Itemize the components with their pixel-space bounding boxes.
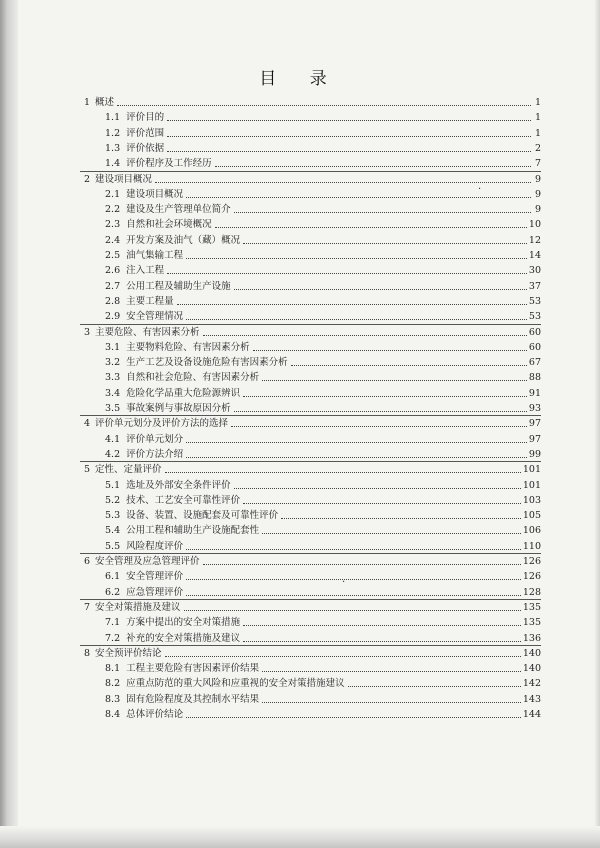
toc-entry-page-number: 99	[528, 448, 541, 460]
toc-entry-page-number: 144	[522, 709, 541, 720]
toc-entry-number: 3	[84, 326, 91, 338]
toc-chapter-entry[interactable]	[84, 644, 541, 660]
toc-entry-page-number: 106	[522, 525, 541, 537]
toc-entry-number: 4	[84, 418, 91, 430]
scan-speck: ·	[342, 577, 346, 588]
toc-entry-number: 4.2	[105, 448, 121, 460]
dot-leader	[186, 456, 527, 458]
dot-leader	[167, 150, 531, 152]
toc-entry-page-number: 67	[528, 357, 541, 369]
toc-entry-number: 2.2	[105, 204, 121, 216]
toc-entry-page-number: 135	[522, 601, 541, 613]
toc-entry-title: 安全管理评价	[126, 571, 184, 583]
dot-leader	[215, 165, 531, 167]
toc-entry-title: 建设项目概况	[126, 188, 184, 200]
toc-entry-title: 评价单元划分	[126, 433, 184, 445]
toc-entry-title: 评价方法介绍	[126, 448, 184, 460]
toc-entry-page-number: 9	[534, 204, 541, 216]
dot-leader	[253, 349, 527, 351]
toc-entry-title: 油气集输工程	[126, 250, 184, 261]
toc-entry-number: 2.4	[105, 234, 121, 246]
toc-entry-number: 1.3	[105, 142, 121, 154]
toc-section-entry[interactable]	[105, 246, 541, 262]
toc-entry-number: 5.1	[105, 479, 121, 491]
toc-entry-number: 2.1	[105, 188, 121, 200]
toc-entry-number: 7.2	[105, 632, 121, 644]
toc-entry-number: 1.1	[105, 112, 121, 124]
toc-entry-title: 概述	[95, 97, 115, 108]
toc-section-entry[interactable]	[105, 277, 541, 293]
toc-entry-number: 8	[84, 647, 91, 659]
toc-entry-title: 事故案例与事故原因分析	[126, 403, 231, 414]
dot-leader	[186, 441, 527, 443]
toc-entry-page-number: 93	[528, 403, 541, 414]
toc-section-entry[interactable]	[105, 476, 541, 492]
toc-entry-number: 5.4	[105, 525, 121, 537]
dot-leader	[243, 624, 521, 626]
toc-entry-title: 方案中提出的安全对策措施	[126, 617, 241, 629]
scan-shadow-right	[594, 0, 600, 848]
toc-entry-title: 固有危险程度及其控制水平结果	[126, 693, 260, 705]
toc-entry-number: 3.5	[105, 403, 121, 414]
toc-section-entry[interactable]	[105, 200, 541, 216]
toc-entry-page-number: 1	[534, 112, 541, 124]
toc-entry-page-number: 136	[522, 632, 541, 644]
toc-section-entry[interactable]	[105, 690, 541, 706]
dot-leader	[234, 211, 531, 213]
toc-chapter-entry[interactable]	[84, 170, 541, 186]
toc-entry-title: 危险化学品重大危险源辨识	[126, 387, 241, 399]
toc-entry-page-number: 140	[522, 647, 541, 659]
dot-leader	[243, 502, 521, 504]
dot-leader	[186, 578, 521, 580]
toc-entry-number: 3.1	[105, 341, 121, 353]
toc-entry-number: 8.4	[105, 709, 121, 720]
dot-leader	[291, 364, 527, 366]
toc-entry-number: 3.3	[105, 372, 121, 384]
toc-entry-title: 开发方案及油气（藏）概况	[126, 234, 241, 246]
toc-entry-number: 3.4	[105, 387, 121, 399]
toc-chapter-entry[interactable]	[84, 552, 541, 568]
toc-entry-page-number: 126	[522, 571, 541, 583]
toc-entry-page-number: 97	[528, 433, 541, 445]
toc-entry-page-number: 37	[528, 280, 541, 292]
dot-leader	[186, 548, 521, 550]
dot-leader	[165, 471, 521, 473]
toc-entry-title: 设备、装置、设施配套及可靠性评价	[126, 510, 279, 522]
toc-section-entry[interactable]	[105, 231, 541, 247]
toc-entry-number: 2.3	[105, 219, 121, 231]
toc-section-entry[interactable]	[105, 537, 541, 553]
toc-entry-title: 公用工程和辅助生产设施配套性	[126, 525, 260, 537]
page-title: 目 录	[259, 69, 341, 89]
toc-section-entry[interactable]	[105, 583, 541, 599]
toc-entry-number: 6.1	[105, 571, 121, 583]
scan-speck: ·	[478, 184, 482, 195]
toc-entry-title: 应重点防范的重大风险和应重视的安全对策措施建议	[126, 678, 345, 690]
toc-entry-page-number: 142	[522, 678, 541, 690]
toc-entry-page-number: 140	[522, 663, 541, 675]
toc-entry-title: 选址及外部安全条件评价	[126, 479, 231, 491]
toc-entry-title: 补充的安全对策措施及建议	[126, 632, 241, 644]
toc-entry-page-number: 88	[528, 372, 541, 384]
toc-section-entry[interactable]	[105, 353, 541, 369]
toc-section-entry[interactable]	[105, 124, 541, 140]
dot-leader	[262, 379, 527, 381]
toc-entry-page-number: 135	[522, 617, 541, 629]
toc-entry-number: 5	[84, 464, 91, 476]
toc-entry-number: 8.1	[105, 663, 121, 675]
dot-leader	[243, 242, 527, 244]
toc-entry-page-number: 53	[528, 295, 541, 307]
toc-entry-page-number: 105	[522, 510, 541, 522]
dot-leader	[243, 640, 521, 642]
toc-entry-title: 建设项目概况	[95, 173, 153, 185]
toc-entry-title: 风险程度评价	[126, 540, 184, 552]
toc-entry-page-number: 110	[522, 540, 541, 552]
toc-entry-title: 定性、定量评价	[95, 464, 162, 476]
toc-section-entry[interactable]	[105, 139, 541, 155]
toc-entry-page-number: 14	[528, 250, 541, 261]
toc-entry-number: 8.3	[105, 693, 121, 705]
toc-entry-page-number: 128	[522, 586, 541, 598]
toc-entry-page-number: 10	[528, 219, 541, 231]
toc-entry-title: 公用工程及辅助生产设施	[126, 280, 231, 292]
toc-section-entry[interactable]	[105, 521, 541, 537]
dot-leader	[184, 609, 521, 611]
toc-entry-title: 评价范围	[126, 127, 165, 139]
toc-section-entry[interactable]	[105, 659, 541, 675]
toc-entry-title: 总体评价结论	[126, 709, 184, 720]
dot-leader	[186, 716, 521, 718]
toc-entry-title: 主要工程量	[126, 295, 174, 307]
toc-section-entry[interactable]	[105, 108, 541, 124]
toc-section-entry[interactable]	[105, 445, 541, 461]
toc-entry-title: 生产工艺及设备设施危险有害因素分析	[126, 357, 288, 369]
scan-shadow-bottom	[0, 826, 600, 848]
dot-leader	[203, 563, 521, 565]
toc-chapter-entry[interactable]	[84, 93, 541, 109]
toc-entry-page-number: 2	[534, 142, 541, 154]
toc-entry-number: 6.2	[105, 586, 121, 598]
toc-entry-number: 2.7	[105, 280, 121, 292]
toc-section-entry[interactable]	[105, 154, 541, 170]
toc-entry-number: 5.3	[105, 510, 121, 522]
dot-leader	[186, 594, 521, 596]
dot-leader	[262, 670, 521, 672]
toc-chapter-entry[interactable]	[84, 460, 541, 476]
toc-section-entry[interactable]	[105, 629, 541, 645]
toc-entry-title: 主要危险、有害因素分析	[95, 326, 200, 338]
dot-leader	[177, 303, 527, 305]
toc-section-entry[interactable]	[105, 292, 541, 308]
toc-entry-page-number: 101	[522, 479, 541, 491]
toc-entry-page-number: 53	[528, 311, 541, 323]
toc-entry-page-number: 12	[528, 234, 541, 246]
toc-entry-title: 安全对策措施及建议	[95, 601, 181, 613]
toc-section-entry[interactable]	[105, 399, 541, 415]
toc-section-entry[interactable]	[105, 491, 541, 507]
toc-entry-number: 3.2	[105, 357, 121, 369]
toc-entry-page-number: 60	[528, 326, 541, 338]
toc-entry-number: 1	[84, 97, 91, 108]
toc-entry-page-number: 9	[534, 188, 541, 200]
dot-leader	[117, 104, 531, 106]
dot-leader	[155, 181, 531, 183]
toc-section-entry[interactable]	[105, 185, 541, 201]
toc-entry-page-number: 103	[522, 494, 541, 506]
toc-section-entry[interactable]	[105, 567, 541, 583]
toc-entry-page-number: 1	[534, 127, 541, 139]
toc-entry-page-number: 91	[528, 387, 541, 399]
dot-leader	[186, 257, 527, 259]
dot-leader	[243, 395, 527, 397]
dot-leader	[167, 135, 531, 137]
dot-leader	[231, 425, 527, 427]
toc-entry-title: 注入工程	[126, 265, 165, 277]
toc-entry-title: 应急管理评价	[126, 586, 184, 598]
toc-entry-page-number: 143	[522, 693, 541, 705]
toc-entry-number: 2.6	[105, 265, 121, 277]
toc-entry-title: 自然和社会环境概况	[126, 219, 212, 231]
toc-entry-page-number: 30	[528, 265, 541, 277]
toc-entry-title: 安全管理及应急管理评价	[95, 556, 200, 567]
toc-section-entry[interactable]	[105, 705, 541, 721]
toc-entry-number: 5.2	[105, 494, 121, 506]
dot-leader	[215, 226, 527, 228]
toc-entry-page-number: 101	[522, 464, 541, 476]
toc-entry-title: 工程主要危险有害因素评价结果	[126, 663, 260, 675]
toc-entry-title: 评价依据	[126, 142, 165, 154]
dot-leader	[186, 196, 531, 198]
dot-leader	[262, 532, 521, 534]
toc-entry-number: 2.9	[105, 311, 121, 323]
toc-entry-page-number: 126	[522, 556, 541, 567]
toc-entry-number: 2.8	[105, 295, 121, 307]
toc-chapter-entry[interactable]	[84, 323, 541, 339]
dot-leader	[262, 701, 521, 703]
toc-entry-title: 评价单元划分及评价方法的选择	[95, 418, 229, 430]
toc-entry-number: 4.1	[105, 433, 121, 445]
toc-entry-number: 2	[84, 173, 91, 185]
toc-entry-page-number: 1	[534, 97, 541, 108]
toc-entry-page-number: 60	[528, 341, 541, 353]
toc-entry-number: 5.5	[105, 540, 121, 552]
toc-section-entry[interactable]	[105, 368, 541, 384]
toc-section-entry[interactable]	[105, 506, 541, 522]
toc-entry-number: 7	[84, 601, 91, 613]
toc-entry-title: 技术、工艺安全可靠性评价	[126, 494, 241, 506]
toc-entry-page-number: 97	[528, 418, 541, 430]
toc-entry-number: 2.5	[105, 250, 121, 261]
toc-entry-title: 建设及生产管理单位简介	[126, 204, 231, 216]
toc-section-entry[interactable]	[105, 338, 541, 354]
dot-leader	[281, 517, 521, 519]
toc-entry-page-number: 7	[534, 158, 541, 170]
toc-section-entry[interactable]	[105, 215, 541, 231]
toc-chapter-entry[interactable]	[84, 598, 541, 614]
toc-entry-title: 自然和社会危险、有害因素分析	[126, 372, 260, 384]
toc-entry-number: 7.1	[105, 617, 121, 629]
toc-chapter-entry[interactable]	[84, 414, 541, 430]
toc-section-entry[interactable]	[105, 430, 541, 446]
scan-shadow-left	[0, 0, 18, 848]
toc-section-entry[interactable]	[105, 384, 541, 400]
dot-leader	[234, 487, 521, 489]
toc-entry-page-number: 9	[534, 173, 541, 185]
toc-section-entry[interactable]	[105, 307, 541, 323]
toc-entry-title: 评价程序及工作经历	[126, 158, 212, 170]
toc-entry-title: 主要物料危险、有害因素分析	[126, 341, 250, 353]
toc-section-entry[interactable]	[105, 261, 541, 277]
dot-leader	[203, 334, 527, 336]
toc-entry-title: 安全管理情况	[126, 311, 184, 323]
toc-section-entry[interactable]	[105, 674, 541, 690]
dot-leader	[167, 119, 531, 121]
dot-leader	[234, 288, 527, 290]
toc-entry-number: 8.2	[105, 678, 121, 690]
toc-entry-title: 评价目的	[126, 112, 165, 124]
toc-entry-number: 6	[84, 556, 91, 567]
dot-leader	[165, 655, 521, 657]
toc-section-entry[interactable]	[105, 613, 541, 629]
toc-entry-number: 1.2	[105, 127, 121, 139]
dot-leader	[234, 410, 527, 412]
toc-entry-number: 1.4	[105, 158, 121, 170]
toc-entry-title: 安全预评价结论	[95, 647, 162, 659]
dot-leader	[186, 318, 527, 320]
dot-leader	[348, 685, 521, 687]
dot-leader	[167, 272, 527, 274]
